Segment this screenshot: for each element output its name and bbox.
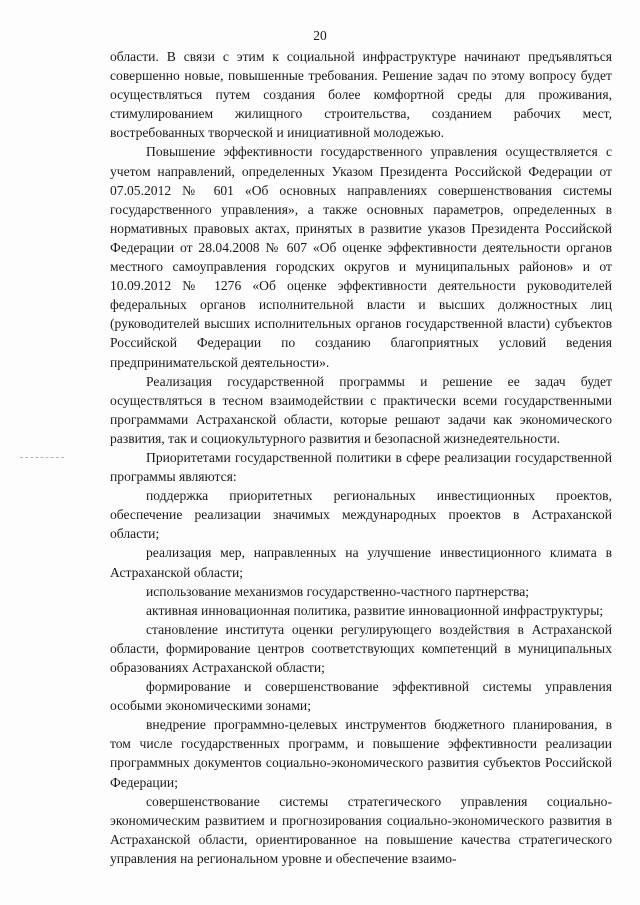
priority-item: совершенствование системы стратегического управления социально-экономическим развитием и прогнозирования социально-экономического развития в Астраханской области, ориентированное на повышение качества стратегического управления на региональном уровне и обеспечение взаимо- (110, 793, 612, 866)
paragraph-program-implementation: Реализация государственной программы и решение ее задач будет осуществляться в тесном взаимодействии с практически всеми государственными программами Астраханской области, которые решают задачи как экономического развития, так и социокультурного развития и безопасной жизнедеятельности. (110, 373, 612, 446)
priority-item: использование механизмов государственно-частного партнерства; (146, 583, 530, 599)
page-number: 20 (313, 28, 327, 43)
document-body (110, 47, 612, 868)
priority-item: внедрение программно-целевых инструментов бюджетного планирования, в том числе государственных программ, и повышение эффективности реализации программных документов социально-экономического развития субъектов Российской Федерации; (110, 717, 612, 790)
priority-item: реализация мер, направленных на улучшение инвестиционного климата в Астраханской области; (110, 545, 612, 580)
paragraph-continuation: области. В связи с этим к социальной инфраструктуре начинают предъявляться совершенно новые, повышенные требования. Решение задач по этому вопросу будет осуществляться путем создания более комфортной среды для проживания, стимулированием жилищного строительства, созданием рабочих мест, востребованных творческой и инициативной молодежью. (110, 49, 612, 141)
priority-item: поддержка приоритетных региональных инвестиционных проектов, обеспечение реализации значимых международных проектов в Астраханской области; (110, 488, 612, 542)
priority-item: активная инновационная политика, развитие инновационной инфраструктуры; (146, 602, 604, 618)
paragraph-governance-efficiency: Повышение эффективности государственного управления осуществляется с учетом направлений, определенных Указом Президента Российской Федерации от 07.05.2012 № 601 «Об основных направлениях совершенствования системы государственного управления», а также основных параметров, определенных в нормативных правовых актах, принятых в развитие указов Президента Российской Федерации от 28.04.2008 № 607 «Об оценке эффективности деятельности органов местного самоуправления городских округов и муниципальных районов» и от 10.09.2012 № 1276 «Об оценке эффективности деятельности руководителей федеральных органов исполнительной власти и высших должностных лиц (руководителей высших исполнительных органов государственной власти) субъектов Российской Федерации по созданию благоприятных условий ведения предпринимательской деятельности». (110, 144, 612, 370)
scan-margin-mark (20, 457, 64, 458)
priority-item: становление института оценки регулирующего воздействия в Астраханской области, формирование центров соответствующих компетенций в муниципальных образованиях Астраханской области; (110, 621, 612, 675)
priority-item: формирование и совершенствование эффективной системы управления особыми экономическими зонами; (110, 679, 612, 714)
priorities-list (110, 486, 612, 868)
paragraph-priorities-intro: Приоритетами государственной политики в сфере реализации государственной программы являются: (110, 449, 612, 485)
